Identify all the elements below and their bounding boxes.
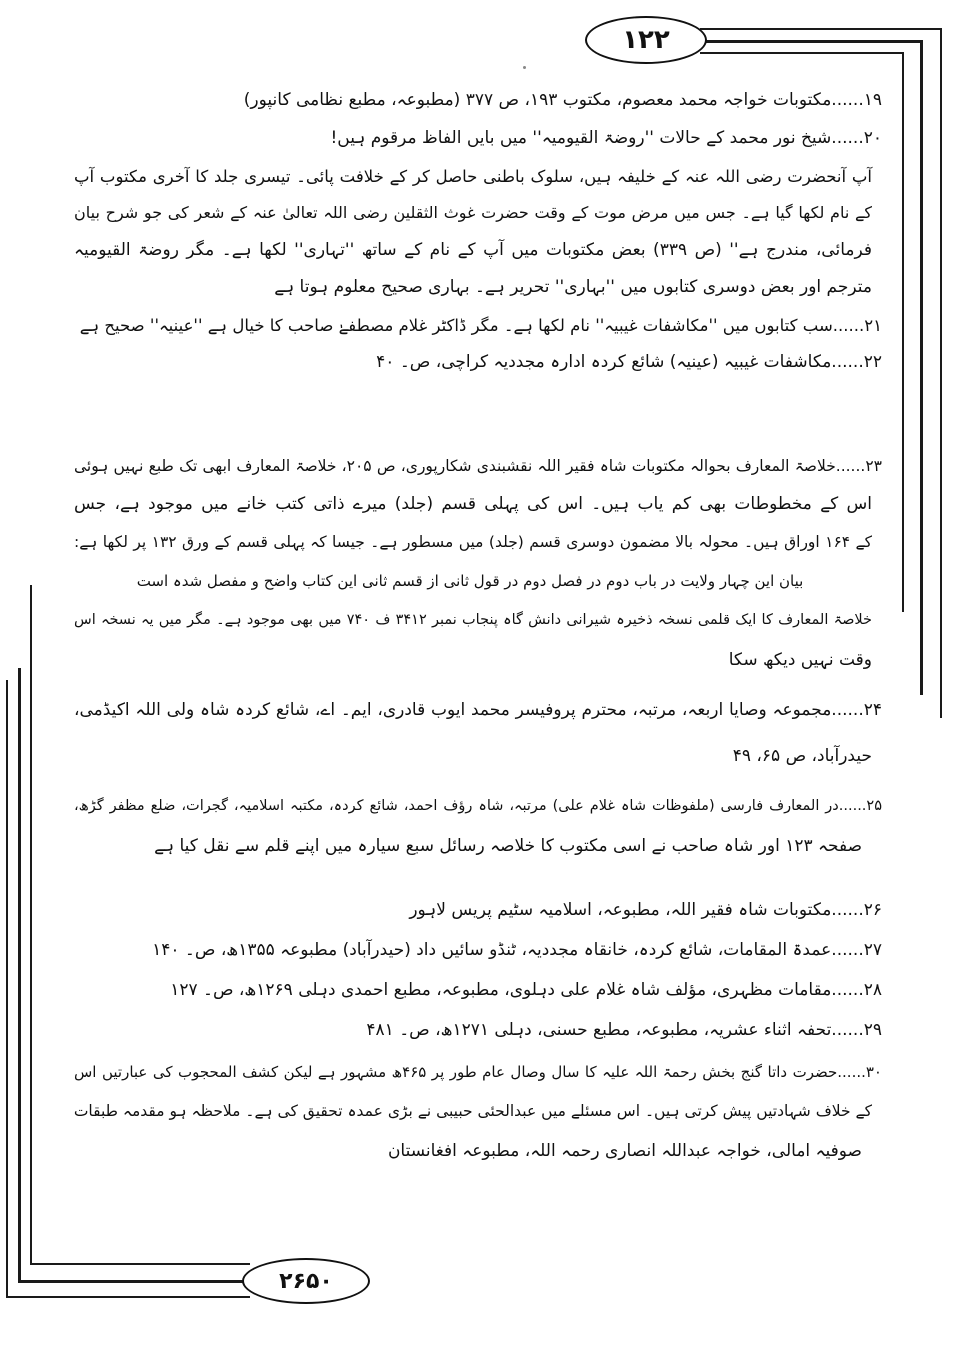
frame-right-line-middle	[920, 40, 923, 695]
frame-bottom-line-inner	[30, 1263, 250, 1265]
note-24-line-1: ۲۴......مجموعہ وصایا اربعہ، مرتبہ، محترم پروفیسر محمد ایوب قادری، ایم۔ اے، شائع کردہ شاہ ولی اللہ اکیڈمی،	[74, 700, 882, 720]
note-23-persian-quote: بیان این چہار ولایت در باب دوم در فصل دوم در قول ثانی از قسم ثانی این کتاب واضح و مفصل شدہ است	[136, 572, 804, 590]
note-27-line-1: ۲۷......عمدۃ المقامات، شائع کردہ، خانقاہ مجددیہ، ٹنڈو سائیں داد (حیدرآباد) مطبوعہ ۱۳۵۵ھ، ص۔ ۱۴۰	[152, 940, 882, 960]
frame-top-line-inner	[700, 52, 904, 54]
note-23-line-3: کے ۱۶۴ اوراق ہیں۔ محولہ بالا مضمون دوسری قسم (جلد) میں مسطور ہے۔ جیسا کہ پہلی قسم کے ورق ۱۳۲ پر لکھا ہے:	[74, 533, 873, 551]
note-26-line-1: ۲۶......مکتوبات شاہ فقیر اللہ، مطبوعہ، اسلامیہ سٹیم پریس لاہور	[409, 900, 882, 920]
note-23-line-5: خلاصۃ المعارف کا ایک قلمی نسخہ ذخیرہ شیرانی دانش گاہ پنجاب نمبر ۳۴۱۲ ف ۷۴۰ میں بھی موجود ہے۔ مگر میں یہ نسخہ اس	[74, 612, 873, 628]
note-24-line-2: حیدرآباد، ص ۶۵، ۴۹	[732, 746, 872, 766]
frame-bottom-line-outer	[6, 1296, 250, 1298]
footer-page-number: ۲۶۵۰	[242, 1258, 370, 1304]
frame-top-line-outer	[700, 28, 942, 30]
note-28-line-1: ۲۸......مقامات مظہری، مؤلف شاہ غلام علی دہلوی، مطبوعہ، مطبع احمدی دہلی ۱۲۶۹ھ، ص۔ ۱۲۷	[170, 980, 882, 1000]
note-30-line-1: ۳۰......حضرت داتا گنج بخش رحمۃ اللہ علیہ کا سال وصال عام طور پر ۴۶۵ھ مشہور ہے لیکن کشف المحجوب کی عبارتیں اس	[74, 1063, 882, 1081]
note-30-line-2: کے خلاف شہادتیں پیش کرتی ہیں۔ اس مسئلے میں عبدالحئی حبیبی نے بڑی عمدہ تحقیق کی ہے۔ ملاحظہ ہو مقدمہ طبقات	[73, 1102, 872, 1120]
note-23-line-6: وقت نہیں دیکھ سکا	[728, 650, 872, 670]
note-25-line-1: ۲۵......در المعارف فارسی (ملفوظات شاہ غلام علی) مرتبہ، شاہ رؤف احمد، شائع کردہ، مکتبہ اسلامیہ، گجرات، ضلع مظفر گڑھ،	[74, 798, 882, 814]
frame-bottom-line-middle	[18, 1280, 246, 1283]
note-23-line-2: اس کے مخطوطات بھی کم یاب ہیں۔ اس کی پہلی قسم (جلد) میرے ذاتی کتب خانے میں موجود ہے، جس	[74, 494, 872, 514]
frame-top-line-middle	[705, 40, 923, 43]
note-25-line-2: صفحہ ۱۲۳ اور شاہ صاحب نے اسی مکتوب کا خلاصہ رسائل سبع سیارہ میں اپنے قلم سے نقل کیا ہے	[154, 836, 862, 856]
scan-speck	[523, 66, 526, 69]
note-19-line-1: ۱۹......مکتوبات خواجہ محمد معصوم، مکتوب ۱۹۳، ص ۳۷۷ (مطبوعہ، مطبع نظامی کانپور)	[243, 90, 882, 110]
frame-right-line-inner	[902, 52, 904, 612]
note-20-line-4: فرمائی، مندرج ہے'' (ص ۳۳۹) بعض مکتوبات میں آپ کے نام کے ساتھ ''تہاری'' لکھا ہے۔ مگر روضۃ القیومیہ	[74, 240, 873, 260]
note-20-line-3: کے نام لکھا گیا ہے۔ جس میں مرض موت کے وقت حضرت غوث الثقلین رضی اللہ تعالیٰ عنہ کے شعر کی جو شرح بیان	[74, 203, 872, 222]
note-22-line-1: ۲۲......مکاشفات غیبیہ (عینیہ) شائع کردہ ادارہ مجددیہ کراچی، ص۔ ۴۰	[376, 352, 882, 372]
frame-left-line-middle	[18, 668, 21, 1282]
note-30-line-3: صوفیہ امالی، خواجہ عبداللہ انصاری رحمہ اللہ، مطبوعہ افغانستان	[387, 1141, 862, 1161]
header-page-number: ۱۲۲	[585, 16, 707, 64]
note-20-line-2: آپ آنحضرت رضی اللہ عنہ کے خلیفہ ہیں، سلوک باطنی حاصل کر کے خلافت پائی۔ تیسری جلد کا آخری مکتوب آپ	[74, 167, 872, 186]
frame-left-line-outer	[6, 680, 8, 1298]
note-29-line-1: ۲۹......تحفہ اثناء عشریہ، مطبوعہ، مطبع حسنی، دہلی ۱۲۷۱ھ، ص۔ ۴۸۱	[366, 1020, 882, 1040]
frame-right-line-outer	[940, 28, 942, 718]
note-20-line-5: مترجم اور بعض دوسری کتابوں میں ''بہاری'' تحریر ہے۔ بہاری صحیح معلوم ہوتا ہے	[274, 277, 872, 297]
note-21-line-1: ۲۱......سب کتابوں میں ''مکاشفات غیبیہ'' نام لکھا ہے۔ مگر ڈاکٹر غلام مصطفےٰ صاحب کا خیال ہے ''عینیہ'' صحیح ہے	[79, 316, 882, 335]
note-20-line-1: ۲۰......شیخ نور محمد کے حالات ''روضۃ القیومیہ'' میں بایں الفاظ مرقوم ہیں!	[330, 128, 882, 148]
frame-left-line-inner	[30, 585, 32, 1265]
note-23-line-1: ۲۳......خلاصۃ المعارف بحوالہ مکتوبات شاہ فقیر اللہ نقشبندی شکارپوری، ص ۲۰۵، خلاصۃ المعارف ابھی تک طبع نہیں ہوئی	[74, 457, 882, 475]
